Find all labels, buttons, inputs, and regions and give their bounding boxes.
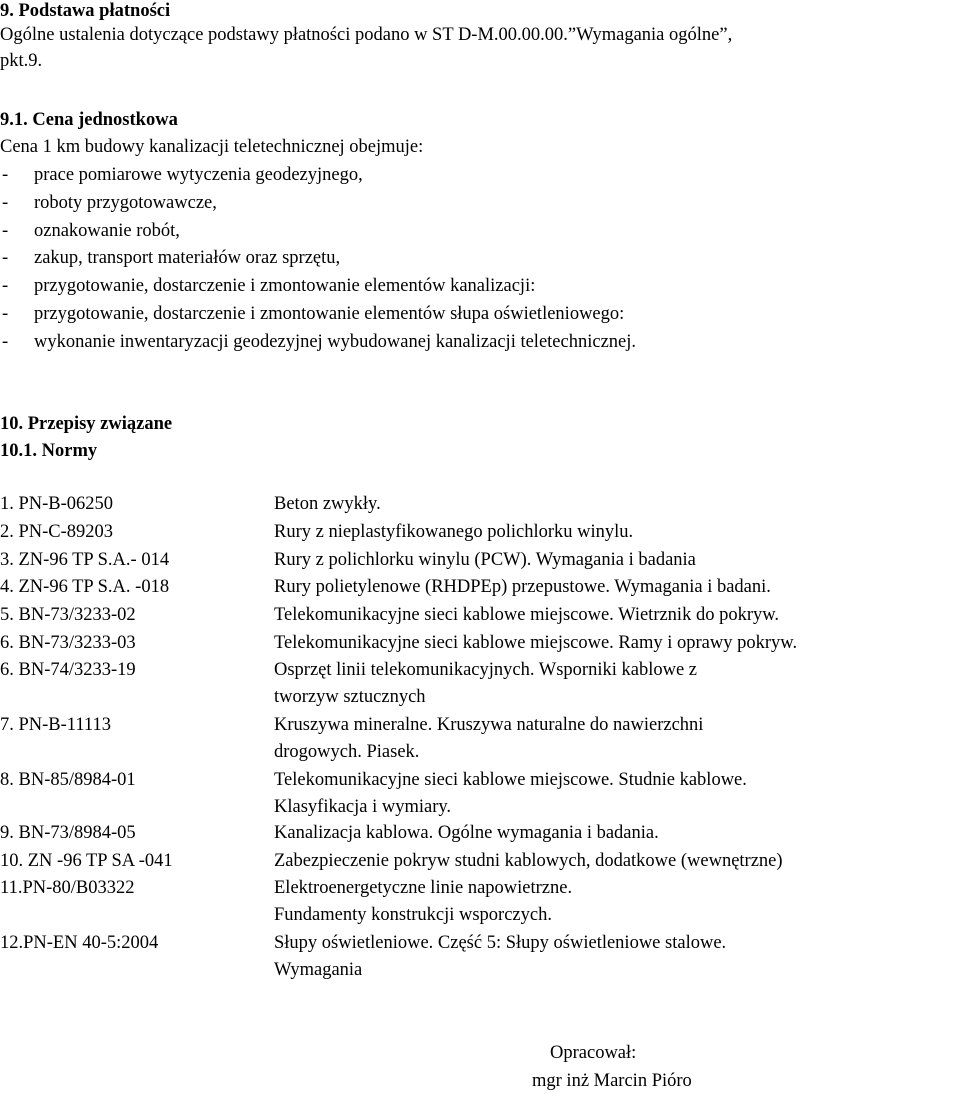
list-item	[0, 331, 960, 353]
bullet-dash: -	[2, 248, 9, 268]
norm-code: 10. ZN -96 TP SA -041	[0, 851, 173, 871]
norm-code: 12.PN-EN 40-5:2004	[0, 933, 159, 953]
table-row	[0, 769, 960, 817]
norm-description-continued: Wymagania	[274, 960, 363, 980]
table-row	[0, 632, 960, 654]
list-item-text: przygotowanie, dostarczenie i zmontowanie elementów słupa oświetleniowego:	[34, 304, 625, 324]
section-10-heading: 10. Przepisy związane	[0, 414, 173, 434]
norm-code: 11.PN-80/B03322	[0, 878, 135, 898]
norm-code: 4. ZN-96 TP S.A. -018	[0, 577, 170, 597]
list-item-text: wykonanie inwentaryzacji geodezyjnej wybudowanej kanalizacji teletechnicznej.	[34, 332, 637, 352]
norm-description: Telekomunikacyjne sieci kablowe miejscowe. Ramy i oprawy pokryw.	[274, 633, 798, 653]
norm-description: Słupy oświetleniowe. Część 5: Słupy oświetleniowe stalowe.	[274, 933, 727, 953]
norm-description: Telekomunikacyjne sieci kablowe miejscowe. Wietrznik do pokryw.	[274, 605, 780, 625]
norm-description: Kanalizacja kablowa. Ogólne wymagania i badania.	[274, 823, 659, 843]
bullet-dash: -	[2, 304, 9, 324]
section-9-heading: 9. Podstawa płatności	[0, 1, 171, 21]
table-row	[0, 850, 960, 872]
table-row	[0, 604, 960, 626]
norm-description: Osprzęt linii telekomunikacyjnych. Wsporniki kablowe z	[274, 660, 697, 680]
norm-description: Zabezpieczenie pokryw studni kablowych, dodatkowe (wewnętrzne)	[274, 851, 783, 871]
norm-code: 3. ZN-96 TP S.A.- 014	[0, 550, 170, 570]
norm-description: Elektroenergetyczne linie napowietrzne.	[274, 878, 573, 898]
table-row	[0, 932, 960, 980]
norm-description: Rury polietylenowe (RHDPEp) przepustowe. Wymagania i badani.	[274, 577, 771, 597]
list-item	[0, 220, 960, 242]
bullet-dash: -	[2, 221, 9, 241]
bullet-dash: -	[2, 276, 9, 296]
norm-code: 8. BN-85/8984-01	[0, 770, 136, 790]
section-9-intro-line1: Ogólne ustalenia dotyczące podstawy płatności podano w ST D-M.00.00.00.”Wymagania ogólne”,	[0, 25, 733, 45]
section-9-intro-line2: pkt.9.	[0, 51, 43, 71]
bullet-dash: -	[2, 193, 9, 213]
table-row	[0, 549, 960, 571]
section-9-1-heading: 9.1. Cena jednostkowa	[0, 110, 178, 130]
norm-description: Rury z nieplastyfikowanego polichlorku winylu.	[274, 522, 634, 542]
norm-description-continued: tworzyw sztucznych	[274, 687, 426, 707]
list-item	[0, 247, 960, 269]
list-item-text: roboty przygotowawcze,	[34, 193, 217, 213]
signature-label: Opracował:	[550, 1043, 637, 1063]
list-item	[0, 275, 960, 297]
norm-code: 9. BN-73/8984-05	[0, 823, 136, 843]
bullet-dash: -	[2, 165, 9, 185]
table-row	[0, 714, 960, 762]
norm-description: Kruszywa mineralne. Kruszywa naturalne do nawierzchni	[274, 715, 704, 735]
table-row	[0, 493, 960, 515]
table-row	[0, 877, 960, 925]
table-row	[0, 576, 960, 598]
list-item	[0, 192, 960, 214]
list-item	[0, 164, 960, 186]
table-row	[0, 521, 960, 543]
list-item-text: przygotowanie, dostarczenie i zmontowanie elementów kanalizacji:	[34, 276, 536, 296]
table-row	[0, 659, 960, 707]
table-row	[0, 822, 960, 844]
norm-code: 6. BN-74/3233-19	[0, 660, 136, 680]
norm-code: 6. BN-73/3233-03	[0, 633, 136, 653]
bullet-dash: -	[2, 332, 9, 352]
norm-description-continued: Klasyfikacja i wymiary.	[274, 797, 452, 817]
norm-code: 7. PN-B-11113	[0, 715, 111, 735]
list-item-text: oznakowanie robót,	[34, 221, 180, 241]
list-item-text: zakup, transport materiałów oraz sprzętu,	[34, 248, 341, 268]
norm-description: Beton zwykły.	[274, 494, 381, 514]
norm-description: Rury z polichlorku winylu (PCW). Wymagania i badania	[274, 550, 696, 570]
section-10-1-heading: 10.1. Normy	[0, 441, 98, 461]
norm-code: 1. PN-B-06250	[0, 494, 114, 514]
signature-name: mgr inż Marcin Pióro	[532, 1071, 692, 1091]
norm-code: 5. BN-73/3233-02	[0, 605, 136, 625]
list-item-text: prace pomiarowe wytyczenia geodezyjnego,	[34, 165, 363, 185]
norm-description: Telekomunikacyjne sieci kablowe miejscowe. Studnie kablowe.	[274, 770, 747, 790]
list-item	[0, 303, 960, 325]
section-9-1-lead: Cena 1 km budowy kanalizacji teletechnicznej obejmuje:	[0, 137, 424, 157]
norm-description-continued: Fundamenty konstrukcji wsporczych.	[274, 905, 552, 925]
norm-description-continued: drogowych. Piasek.	[274, 742, 420, 762]
norm-code: 2. PN-C-89203	[0, 522, 114, 542]
